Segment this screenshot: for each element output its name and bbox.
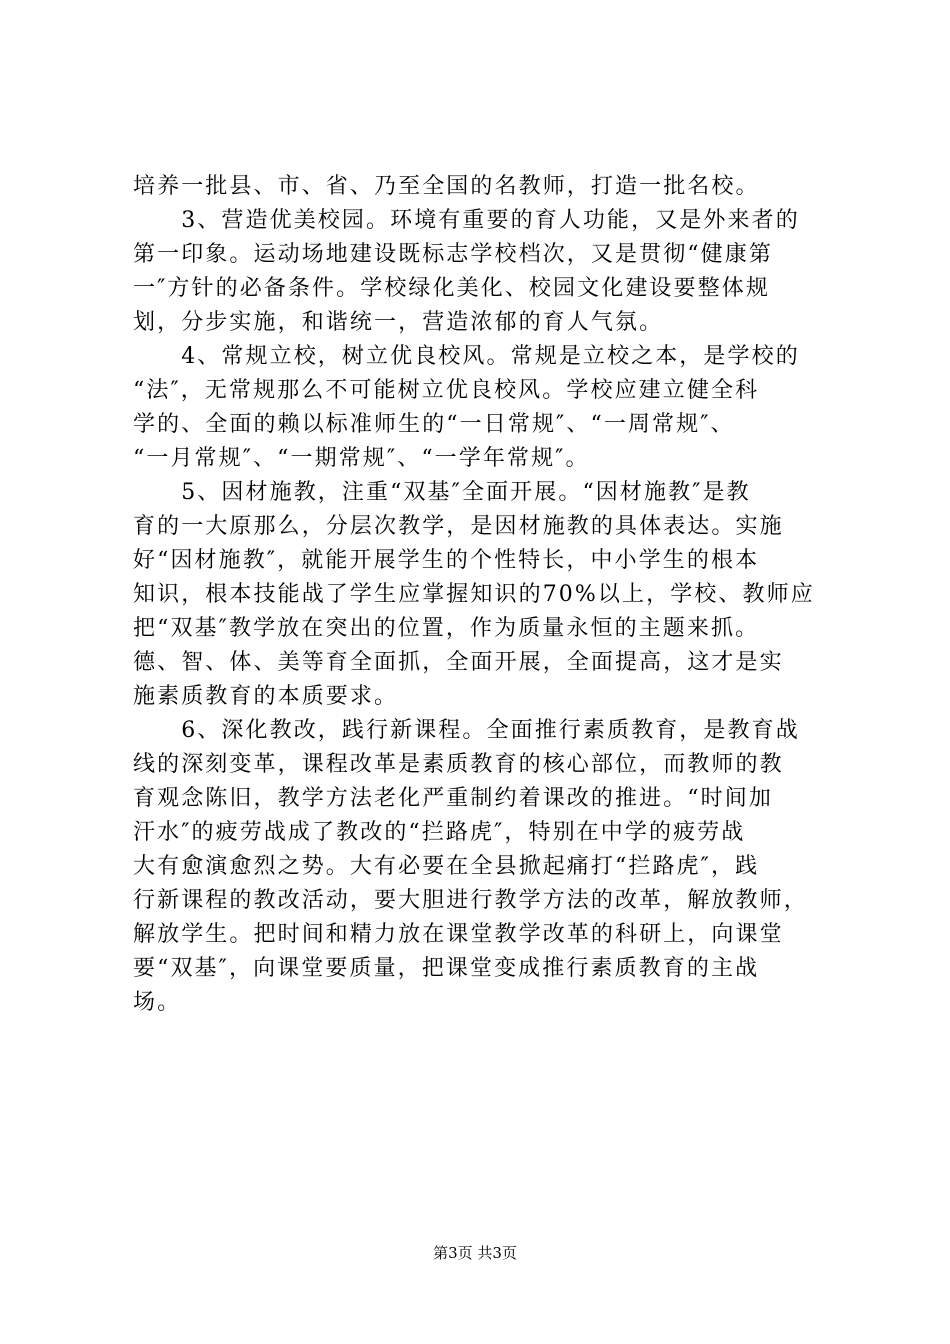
text-line: 5、因材施教，注重“双基″全面开展。“因材施教″是教 xyxy=(133,480,751,505)
text-line: 施素质教育的本质要求。 xyxy=(133,684,399,709)
text-line: 育观念陈旧，教学方法老化严重制约着课改的推进。“时间加 xyxy=(133,786,773,811)
text-line: 第一印象。运动场地建设既标志学校档次，又是贯彻“健康第 xyxy=(133,242,773,267)
text-line: 汗水″的疲劳战成了教改的“拦路虎″，特别在中学的疲劳战 xyxy=(133,820,746,845)
text-line: 3、营造优美校园。环境有重要的育人功能，又是外来者的 xyxy=(133,208,800,233)
text-line: 把“双基″教学放在突出的位置，作为质量永恒的主题来抓。 xyxy=(133,616,760,641)
text-line: 大有愈演愈烈之势。大有必要在全县掀起痛打“拦路虎″，践 xyxy=(133,854,760,879)
text-line: 行新课程的教改活动，要大胆进行教学方法的改革，解放教师， xyxy=(133,888,808,913)
page-footer: 第3页 共3页 xyxy=(433,1244,517,1262)
body-text xyxy=(133,170,833,1020)
text-line: 场。 xyxy=(133,990,182,1015)
text-line: 划，分步实施，和谐统一，营造浓郁的育人气氛。 xyxy=(133,310,664,335)
text-line: 要“双基″，向课堂要质量，把课堂变成推行素质教育的主战 xyxy=(133,956,760,981)
text-line: 育的一大原那么，分层次教学，是因材施教的具体表达。实施 xyxy=(133,514,784,539)
text-line: 4、常规立校，树立优良校风。常规是立校之本，是学校的 xyxy=(133,344,800,369)
text-line: 培养一批县、市、省、乃至全国的名教师，打造一批名校。 xyxy=(133,174,760,199)
text-line: 德、智、体、美等育全面抓，全面开展，全面提高，这才是实 xyxy=(133,650,784,675)
text-line: 线的深刻变革，课程改革是素质教育的核心部位，而教师的教 xyxy=(133,752,784,777)
text-line: 学的、全面的赖以标准师生的“一日常规″、“一周常规″、 xyxy=(133,412,735,437)
text-line: 6、深化教改，践行新课程。全面推行素质教育，是教育战 xyxy=(133,718,800,743)
text-line: 一″方针的必备条件。学校绿化美化、校园文化建设要整体规 xyxy=(133,276,770,301)
text-line: “法″，无常规那么不可能树立优良校风。学校应建立健全科 xyxy=(133,378,760,403)
text-line: 解放学生。把时间和精力放在课堂教学改革的科研上，向课堂 xyxy=(133,922,784,947)
text-line: “一月常规″、“一期常规″、“一学年常规″。 xyxy=(133,446,590,471)
text-line: 好“因材施教″，就能开展学生的个性特长，中小学生的根本 xyxy=(133,548,760,573)
text-line: 知识，根本技能战了学生应掌握知识的70%以上，学校、教师应 xyxy=(133,582,815,607)
